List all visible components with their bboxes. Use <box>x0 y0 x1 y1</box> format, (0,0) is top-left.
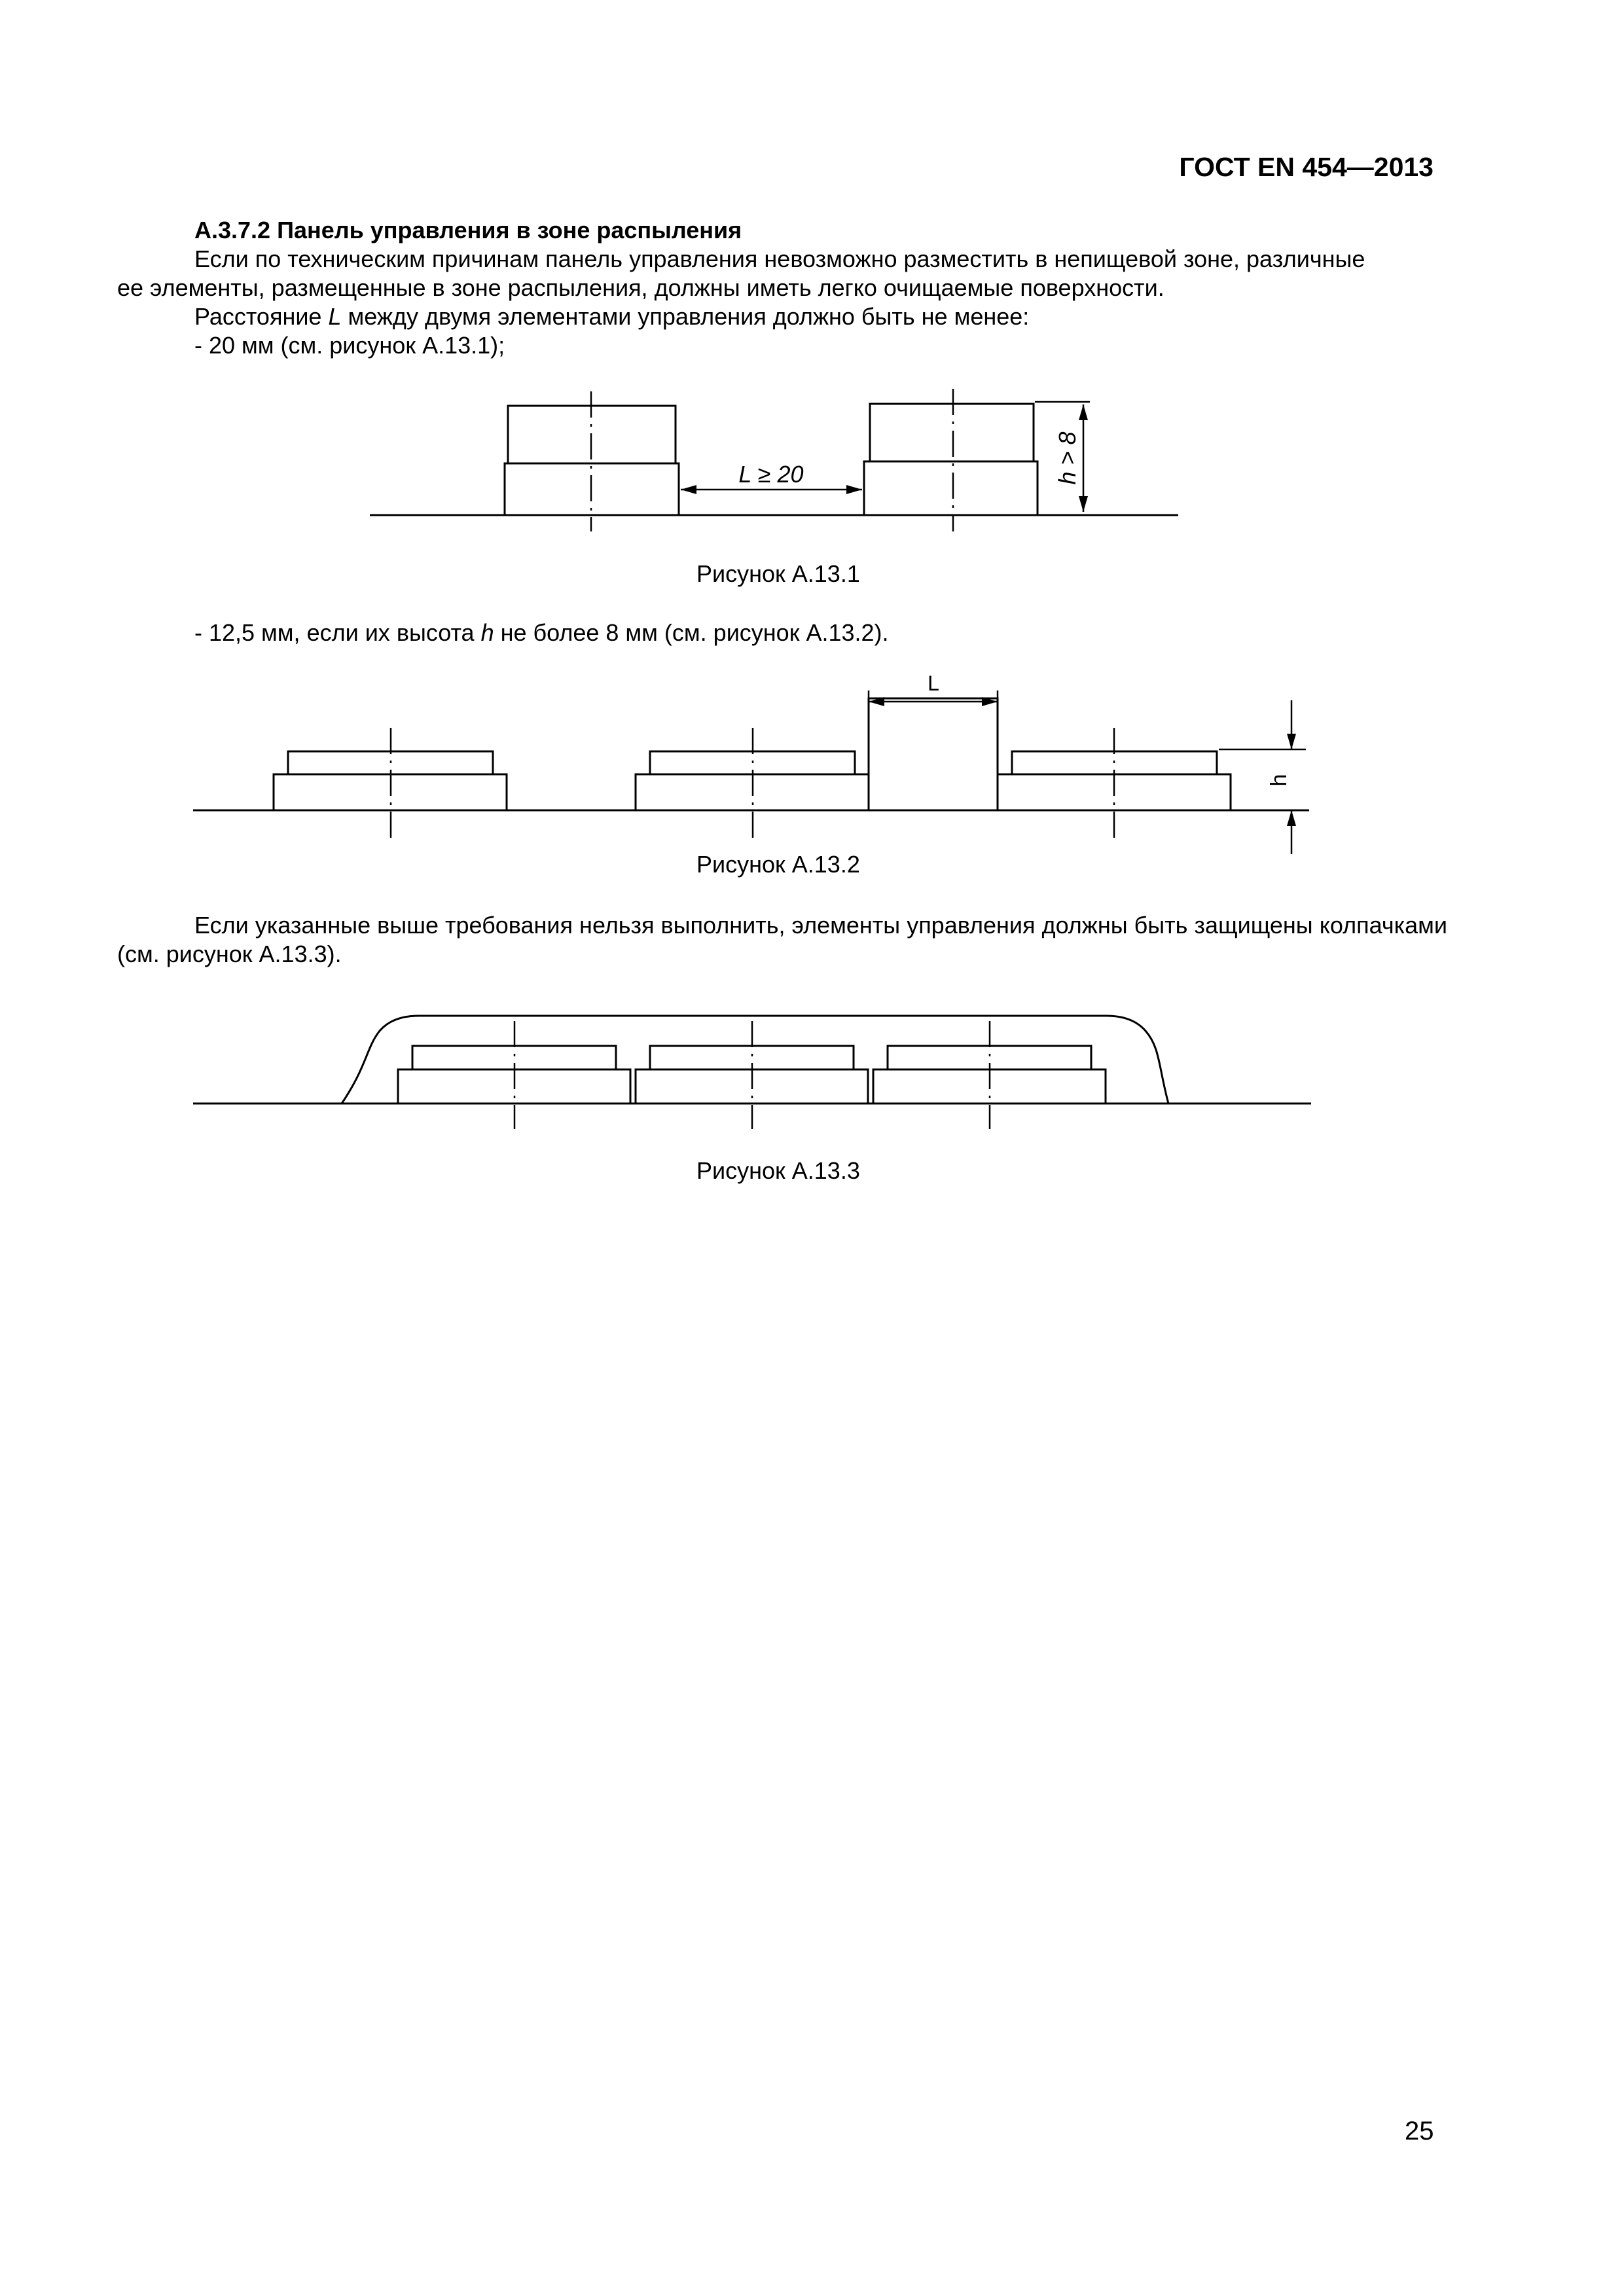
fig3-el3-top <box>888 1046 1091 1069</box>
fig2-L-arrow-right <box>982 697 998 706</box>
paragraph-2-text-a: Расстояние <box>194 303 329 330</box>
fig1-h-arrow-top <box>1079 404 1088 420</box>
fig3-el2-bottom <box>636 1069 868 1103</box>
fig2-L-arrow-left <box>869 697 884 706</box>
page-number: 25 <box>1405 2117 1434 2145</box>
fig3-el1-bottom <box>398 1069 630 1103</box>
variable-L: L <box>328 303 342 330</box>
fig2-el2-bottom <box>636 774 869 810</box>
fig3-el2-top <box>650 1046 854 1069</box>
figure-a13-3-caption: Рисунок А.13.3 <box>696 1157 860 1184</box>
paragraph-1 <box>117 245 1447 274</box>
fig2-el3-bottom <box>998 774 1231 810</box>
fig2-el3-top <box>1012 751 1217 774</box>
paragraph-2 <box>194 302 1029 331</box>
figure-a13-2-caption: Рисунок А.13.2 <box>696 851 860 878</box>
section-title: А.3.7.2 Панель управления в зоне распыления <box>194 217 742 243</box>
list-item-1: - 20 мм (см. рисунок А.13.1); <box>194 332 505 359</box>
list-item-2-text-a: - 12,5 мм, если их высота <box>194 619 481 646</box>
fig1-L-label: L ≥ 20 <box>738 461 804 488</box>
list-item-2-text-b: не более 8 мм (см. рисунок А.13.2). <box>494 619 889 646</box>
fig2-gap-block <box>869 698 998 810</box>
fig2-el1-top <box>288 751 493 774</box>
fig2-h-label: h <box>1267 774 1291 787</box>
fig1-right-top-block <box>870 404 1034 461</box>
fig2-el1-bottom <box>274 774 507 810</box>
paragraph-3-text: Если указанные выше требования нельзя выполнить, элементы управления должны быть защищены колпачками (см. рисунок А.13.3). <box>117 912 1447 967</box>
fig3-cap-outline <box>342 1016 1168 1103</box>
figure-a13-1-caption: Рисунок А.13.1 <box>696 560 860 587</box>
paragraph-3 <box>117 911 1447 969</box>
paragraph-2-text-b: между двумя элементами управления должно быть не менее: <box>341 303 1030 330</box>
fig1-right-bottom-block <box>864 461 1038 515</box>
fig2-L-label: L <box>928 672 939 695</box>
fig1-L-arrow-right <box>846 485 862 494</box>
fig1-L-arrow-left <box>681 485 696 494</box>
variable-h: h <box>480 619 494 646</box>
fig3-el1-top <box>412 1046 616 1069</box>
fig2-h-arrow-top <box>1287 734 1296 749</box>
paragraph-1-line-2: ее элементы, размещенные в зоне распыления, должны иметь легко очищаемые поверхности. <box>117 274 1164 301</box>
fig1-h-label: h > 8 <box>1054 431 1081 485</box>
fig1-left-top-block <box>508 406 676 463</box>
fig2-h-arrow-bottom <box>1287 810 1296 826</box>
document-header: ГОСТ EN 454—2013 <box>1179 152 1434 182</box>
list-item-2 <box>194 619 889 647</box>
fig3-el3-bottom <box>873 1069 1106 1103</box>
fig1-h-arrow-bottom <box>1079 496 1088 512</box>
fig1-left-bottom-block <box>505 463 679 515</box>
fig2-el2-top <box>650 751 855 774</box>
paragraph-1-line-1: Если по техническим причинам панель управления невозможно разместить в непищевой зоне, различные <box>194 245 1365 272</box>
